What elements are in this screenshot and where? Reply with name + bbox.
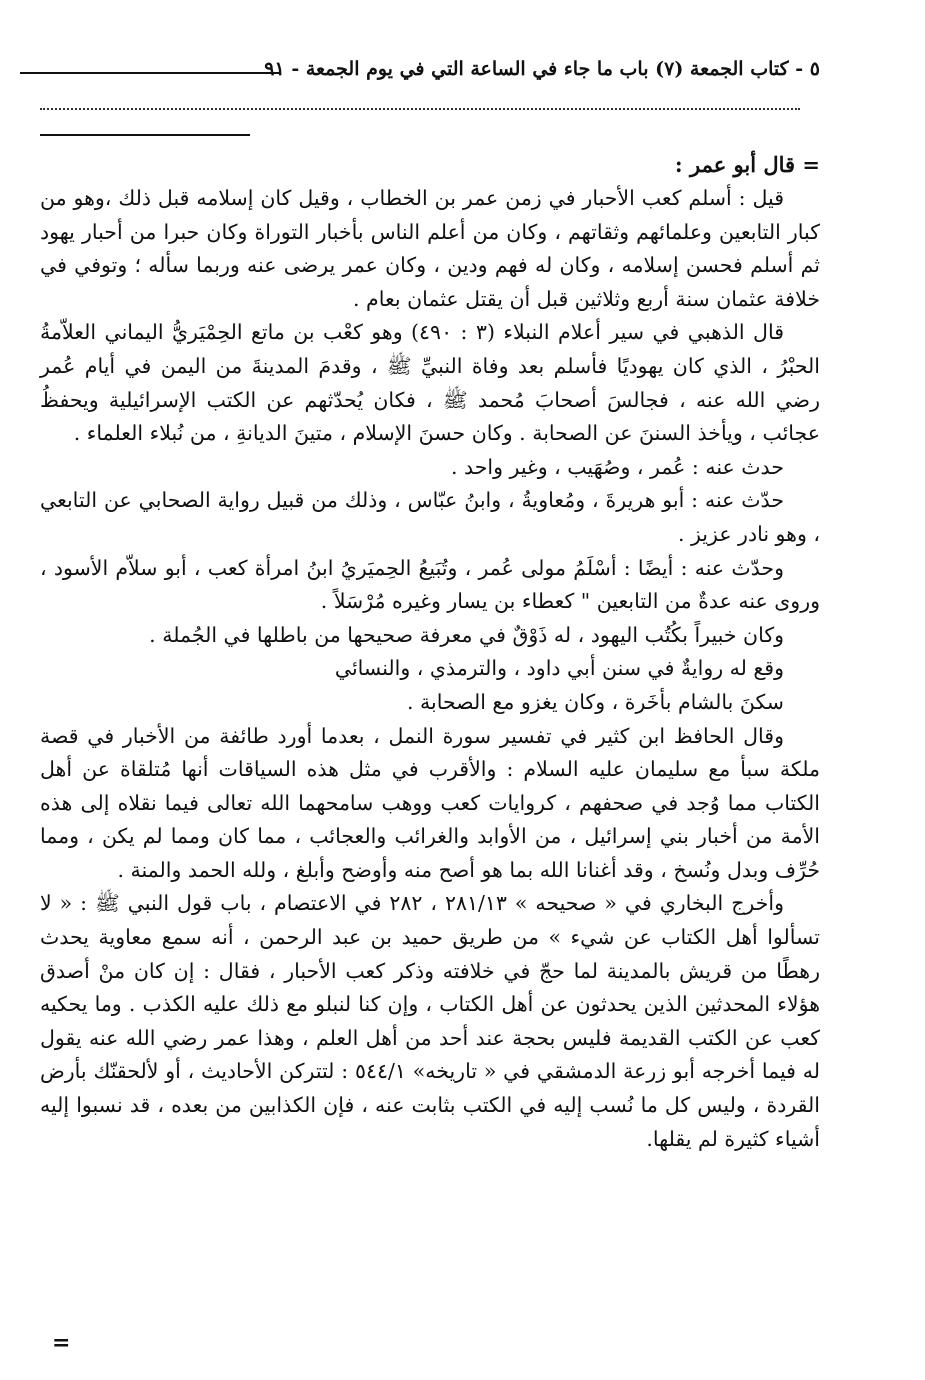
section-heading: = قال أبو عمر : xyxy=(674,152,820,177)
paragraph-bukhari: وأخرج البخاري في « صحيحه » ٢٨١/١٣ ، ٢٨٢ في الاعتصام ، باب قول النبي ﷺ : « لا تسألوا أهل الكتاب عن شيء » من طريق حميد بن عبد الرحمن ، أنه سمع معاوية يحدث رهطًا من قريش بالمدينة لما حجّ في خلافته وذكر كعب الأحبار ، فقال : إن كان منْ أصدق هؤلاء المحدثين الذين يحدثون عن أهل الكتاب ، وإن كنا لنبلو مع ذلك عليه الكذب . وما يحكيه كعب عن الكتب القديمة فليس بحجة عند أحد من أهل العلم ، وهذا عمر رضي الله عنه يقول له فيما أخرجه أبو زرعة الدمشقي في « تاريخه» ٥٤٤/١ : لتتركن الأحاديث ، أو لألحقنّك بأرض القردة ، وليس كل ما نُسب إليه في الكتب بثابت عنه ، فإن الكذابين من بعده ، قد نسبوا إليه أشياء كثيرة لم يقلها. xyxy=(40,891,820,1151)
paragraph-narrated-from: حدث عنه : عُمر ، وصُهَيب ، وغير واحد . xyxy=(450,454,784,479)
paragraph-sham: سكنَ بالشام بأخَرة ، وكان يغزو مع الصحابة . xyxy=(406,689,784,714)
short-rule xyxy=(40,134,250,136)
body-text xyxy=(40,182,820,1156)
paragraph-narrated-by-companions: حدّث عنه : أبو هريرةَ ، ومُعاويةُ ، وابنُ عبّاس ، وذلك من قبيل رواية الصحابي عن التابعي ، وهو نادر عزيز . xyxy=(40,488,820,546)
paragraph-narrated-by-others: وحدّث عنه : أيضًا : أسْلَمُ مولى عُمر ، وتُبَيعُ الحِميَريُ ابنُ امرأة كعب ، أبو سلاّم الأسود ، وروى عنه عدةٌ من التابعين " كعطاء بن يسار وغيره مُرْسَلاً . xyxy=(40,555,820,614)
paragraph-sunan: وقع له روايةٌ في سنن أبي داود ، والترمذي ، والنسائي xyxy=(334,656,784,681)
continuation-mark: = xyxy=(52,1330,71,1356)
paragraph-expertise: وكان خبيراً بكُتُب اليهود ، له ذَوْقٌ في معرفة صحيحها من باطلها في الجُملة . xyxy=(149,622,784,647)
paragraph-ibn-kathir: وقال الحافظ ابن كثير في تفسير سورة النمل ، بعدما أورد طائفة من الأخبار في قصة ملكة سبأ مع سليمان عليه السلام : والأقرب في مثل هذه السياقات أنها مُتلقاة عن أهل الكتاب مما وُجد في صحفهم ، كروايات كعب ووهب سامحهما الله تعالى فيما نقلاه إلى هذه الأمة من أخبار بني إسرائيل ، من الأوابد والغرائب والعجائب ، مما كان ومما لم يكن ، ومما حُرِّف وبدل ونُسخ ، وقد أغنانا الله بما هو أصح منه وأوضح وأبلغ ، ولله الحمد والمنة . xyxy=(40,723,820,882)
running-header xyxy=(40,52,820,98)
paragraph-conversion: قيل : أسلم كعب الأحبار في زمن عمر بن الخطاب ، وقيل كان إسلامه قبل ذلك ،وهو من كبار التابعين وعلمائهم وثقاتهم ، وكان من أعلم الناس بأخبار التوراة وكان حبرا من أحبار يهود ثم أسلم فحسن إسلامه ، وكان له فهم ودين ، وكان عمر يرضى عنه وربما سأله ؛ وتوفي في خلافة عثمان سنة أربع وثلاثين قبل أن يقتل عثمان بعام . xyxy=(40,186,820,311)
paragraph-dhahabi: قال الذهبي في سير أعلام النبلاء (٣ : ٤٩٠) وهو كعْب بن ماتع الحِمْيَريُّ اليماني العلاّمةُ الحبْرُ ، الذي كان يهوديًا فأسلم بعد وفاة النبيِّ ﷺ ، وقدمَ المدينةَ من اليمن في أيام عُمر رضي الله عنه ، فجالسَ أصحابَ مُحمد ﷺ ، فكان يُحدّثهم عن الكتب الإسرائيلية ويحفظُ عجائب ، ويأخذ السننَ عن الصحابة . وكان حسنَ الإسلام ، متينَ الديانةِ ، من نُبلاء العلماء . xyxy=(40,320,820,446)
header-rule xyxy=(20,72,280,74)
running-title: ٥ - كتاب الجمعة (٧) باب ما جاء في الساعة التي في يوم الجمعة - ٩١ xyxy=(264,58,820,80)
book-page xyxy=(40,52,820,1156)
dotted-separator xyxy=(40,108,800,110)
